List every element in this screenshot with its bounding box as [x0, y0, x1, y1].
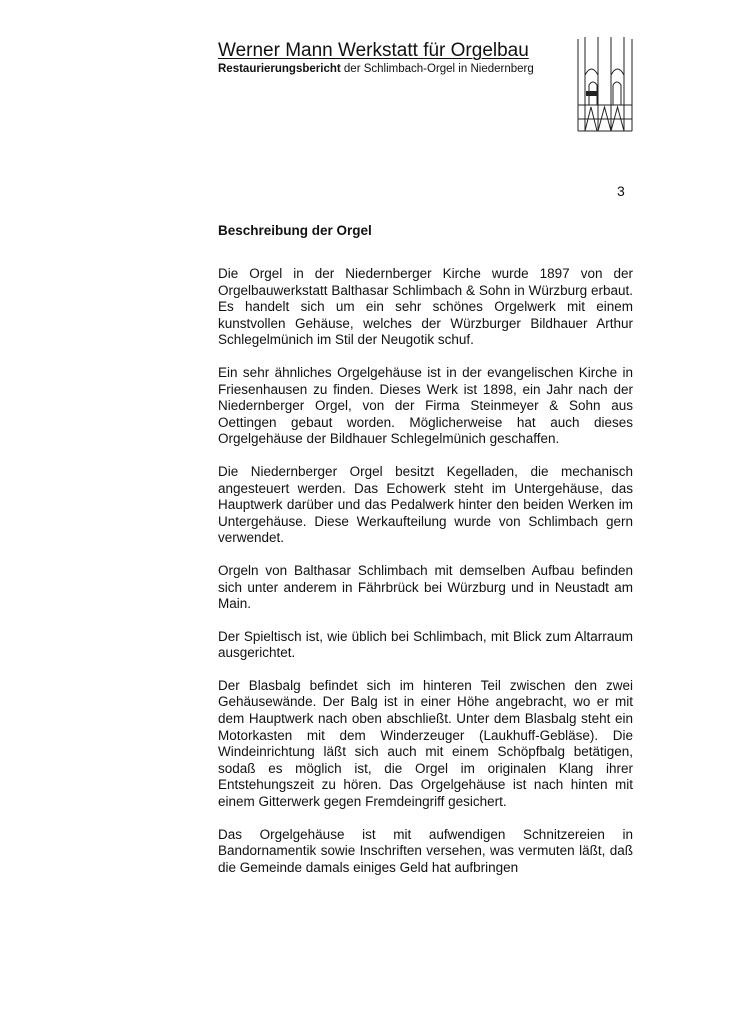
organ-pipes-logo-icon: [576, 35, 634, 135]
company-name: Werner Mann Werkstatt für Orgelbau: [218, 40, 529, 61]
report-subtitle: [218, 62, 578, 77]
body-text: [218, 266, 633, 892]
paragraph: Der Blasbalg befindet sich im hinteren Teil zwischen den zwei Gehäusewände. Der Balg ist in einer Höhe angebracht, wo er mit dem Hauptwerk nach oben abschließt. Unter dem Blasbalg steht ein Motorkasten mit dem Winderzeuger (Laukhuff-Gebläse). Die Windeinrichtung läßt sich auch mit einem Schöpfbalg betätigen, sodaß es möglich ist, die Orgel im originalen Klang ihrer Entstehungszeit zu hören. Das Orgelgehäuse ist nach hinten mit einem Gitterwerk gegen Fremdeingriff gesichert.: [218, 677, 633, 810]
section-heading: Beschreibung der Orgel: [218, 223, 372, 238]
paragraph: Orgeln von Balthasar Schlimbach mit demselben Aufbau befinden sich unter anderem in Fährbrück bei Würzburg und in Neustadt am Main.: [218, 562, 633, 612]
letterhead: [218, 40, 578, 77]
report-subtitle-bold: Restaurierungsbericht: [218, 63, 341, 75]
paragraph: Das Orgelgehäuse ist mit aufwendigen Schnitzereien in Bandornamentik sowie Inschriften versehen, was vermuten läßt, daß die Gemeinde damals einiges Geld hat aufbringen: [218, 826, 633, 875]
paragraph: Die Niedernberger Orgel besitzt Kegelladen, die mechanisch angesteuert werden. Das Echowerk steht im Untergehäuse, das Hauptwerk darüber und das Pedalwerk hinter den beiden Werken im Untergehäuse. Diese Werkaufteilung wurde von Schlimbach gern verwendet.: [218, 463, 633, 546]
page-number: 3: [617, 183, 625, 199]
paragraph: Die Orgel in der Niedernberger Kirche wurde 1897 von der Orgelbauwerkstatt Balthasar Schlimbach & Sohn in Würzburg erbaut. Es handelt sich um ein sehr schönes Orgelwerk mit einem kunstvollen Gehäuse, welches der Würzburger Bildhauer Arthur Schlegelmünich im Stil der Neugotik schuf.: [218, 266, 633, 348]
report-subtitle-rest: der Schlimbach-Orgel in Niedernberg: [343, 63, 534, 75]
paragraph: Der Spieltisch ist, wie üblich bei Schlimbach, mit Blick zum Altarraum ausgerichtet.: [218, 628, 633, 661]
paragraph: Ein sehr ähnliches Orgelgehäuse ist in der evangelischen Kirche in Friesenhausen zu finden. Dieses Werk ist 1898, ein Jahr nach der Niedernberger Orgel, von der Firma Steinmeyer & Sohn aus Oettingen gebaut worden. Möglicherweise hat auch dieses Orgelgehäuse der Bildhauer Schlegelmünich geschaffen.: [218, 364, 633, 447]
